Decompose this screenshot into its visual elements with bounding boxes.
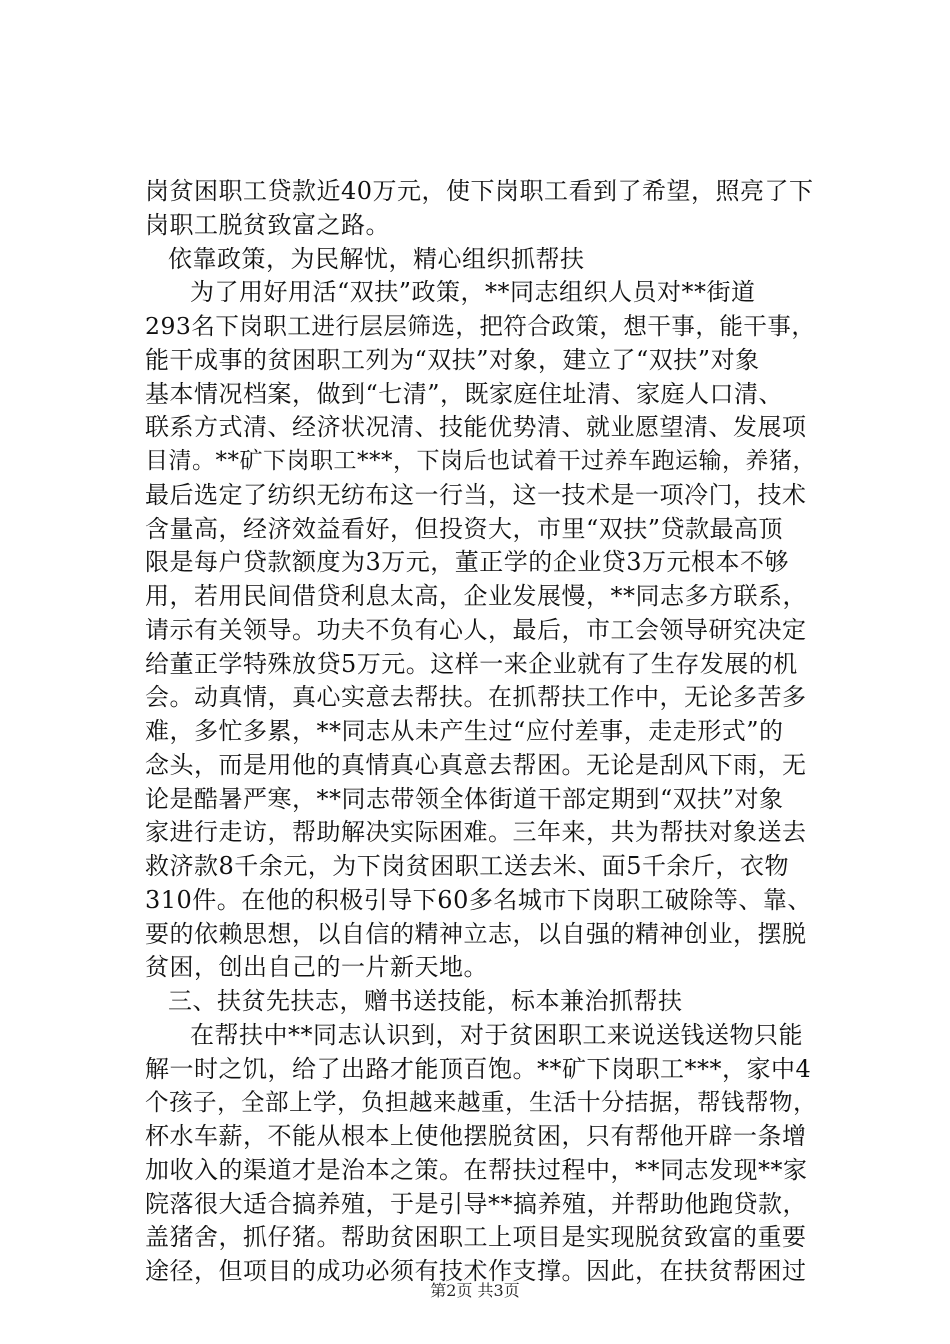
text-line: 难，多忙多累，**同志从未产生过“应付差事，走走形式”的: [145, 717, 784, 745]
document-body: [145, 175, 820, 1289]
text-line: 联系方式清、经济状况清、技能优势清、就业愿望清、发展项: [145, 413, 807, 442]
text-line: 念头，而是用他的真情真心真意去帮困。无论是刮风下雨，无: [145, 750, 807, 779]
text-line: 个孩子，全部上学，负担越来越重，生活十分拮据，帮钱帮物，: [145, 1088, 817, 1117]
text-line: 给董正学特殊放贷5万元。这样一来企业就有了生存发展的机: [145, 649, 798, 678]
text-line: 加收入的渠道才是治本之策。在帮扶过程中，**同志发现**家: [145, 1155, 808, 1184]
text-line: 途径，但项目的成功必须有技术作支撑。因此，在扶贫帮困过: [145, 1257, 807, 1285]
text-line: 岗贫困职工贷款近40万元，使下岗职工看到了希望，照亮了下: [145, 177, 814, 205]
text-line: 基本情况档案，做到“七清”，既家庭住址清、家庭人口清、: [145, 379, 784, 408]
text-line: 会。动真情，真心实意去帮扶。在抓帮扶工作中，无论多苦多: [145, 683, 807, 712]
text-line: 最后选定了纺织无纺布这一行当，这一技术是一项冷门，技术: [145, 480, 807, 509]
section-heading: 依靠政策，为民解忧，精心组织抓帮扶: [168, 244, 585, 273]
text-line: 用，若用民间借贷利息太高，企业发展慢，**同志多方联系，: [145, 582, 807, 610]
text-line: 目清。**矿下岗职工***，下岗后也试着干过养车跑运输，养猪，: [145, 448, 816, 474]
text-line: 院落很大适合搞养殖，于是引导**搞养殖，并帮助他跑贷款，: [145, 1189, 807, 1218]
page-footer: 第2页 共3页: [430, 1281, 520, 1300]
text-line: 293名下岗职工进行层层筛选，把符合政策，想干事，能干事，: [145, 312, 816, 340]
text-line: 在帮扶中**同志认识到，对于贫困职工来说送钱送物只能: [190, 1020, 803, 1049]
text-line: 含量高，经济效益看好，但投资大，市里“双扶”贷款最高顶: [145, 514, 784, 543]
section-heading: 三、扶贫先扶志，赠书送技能，标本兼治抓帮扶: [168, 987, 683, 1015]
text-line: 能干成事的贫困职工列为“双扶”对象，建立了“双扶”对象: [145, 345, 760, 374]
text-line: 请示有关领导。功夫不负有心人，最后，市工会领导研究决定: [145, 615, 807, 644]
text-line: 杯水车薪，不能从根本上使他摆脱贫困，只有帮他开辟一条增: [145, 1122, 807, 1150]
text-line: 家进行走访，帮助解决实际困难。三年来，共为帮扶对象送去: [145, 818, 807, 847]
text-line: 论是酷暑严寒，**同志带领全体街道干部定期到“双扶”对象: [145, 784, 784, 813]
text-line: 贫困，创出自己的一片新天地。: [145, 953, 488, 982]
text-line: 盖猪舍，抓仔猪。帮助贫困职工上项目是实现脱贫致富的重要: [145, 1223, 807, 1252]
text-line: 限是每户贷款额度为3万元，董正学的企业贷3万元根本不够: [145, 548, 790, 577]
text-line: 310件。在他的积极引导下60多名城市下岗职工破除等、靠、: [145, 885, 812, 914]
text-line: 解一时之饥，给了出路才能顶百饱。**矿下岗职工***，家中4: [145, 1054, 812, 1083]
text-line: 救济款8千余元，为下岗贫困职工送去米、面5千余斤，衣物: [145, 852, 790, 880]
text-line: 要的依赖思想，以自信的精神立志，以自强的精神创业，摆脱: [145, 919, 807, 948]
text-line: 为了用好用活“双扶”政策，**同志组织人员对**街道: [190, 278, 756, 307]
text-line: 岗职工脱贫致富之路。: [145, 210, 390, 239]
